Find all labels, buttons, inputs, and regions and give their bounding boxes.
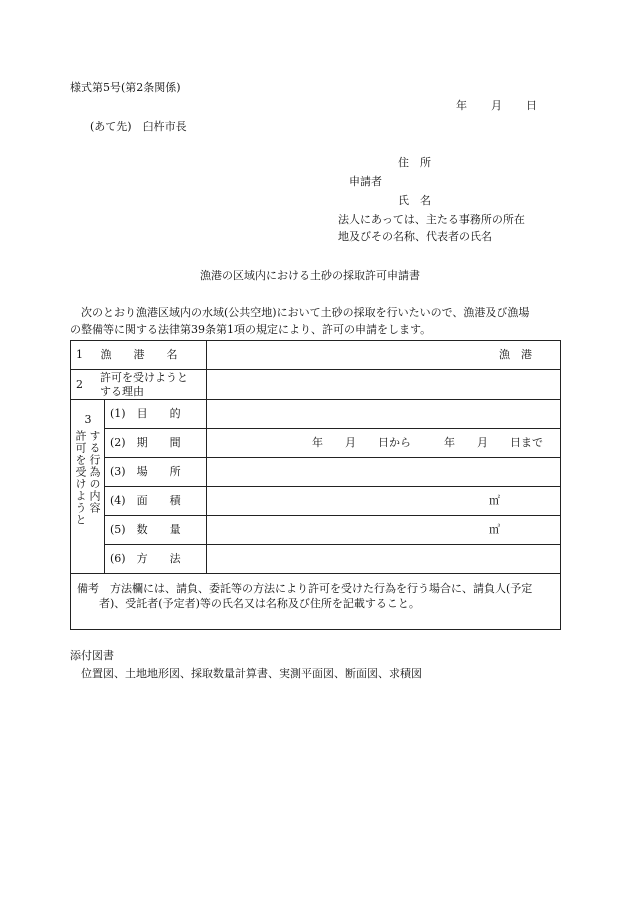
date-month: 月	[491, 99, 502, 112]
row1-label: 漁 港 名	[100, 347, 178, 361]
row3-vertical-col2: する行為の内容	[88, 430, 101, 514]
reason-label-cell	[71, 370, 207, 400]
addressee: (あて先) 臼杵市長	[90, 120, 187, 133]
attachments-list: 位置図、土地地形図、採取数量計算書、実測平面図、断面図、求積図	[81, 667, 422, 680]
body-text-line2: の整備等に関する法律第39条第1項の規定により、許可の申請をします。	[70, 323, 432, 336]
corporate-note-line1: 法人にあっては、主たる事務所の所在	[338, 213, 525, 226]
attachments-heading: 添付図書	[70, 649, 114, 662]
row-area	[71, 487, 561, 516]
name-label: 氏 名	[398, 194, 431, 207]
area-label: (4) 面 積	[105, 487, 207, 516]
row2-label-line1: 許可を受けようと	[100, 370, 188, 384]
row-method	[71, 545, 561, 574]
body-text-line1: 次のとおり漁港区域内の水域(公共空地)において土砂の採取を行いたいので、漁港及び漁場	[81, 306, 530, 319]
row-reason	[71, 370, 561, 400]
harbor-suffix: 漁 港	[499, 347, 532, 361]
remarks-cell	[71, 574, 561, 630]
row2-label-line2: する理由	[100, 384, 144, 398]
corporate-note-line2: 地及びその名称、代表者の氏名	[338, 230, 492, 243]
applicant-label: 申請者	[349, 175, 382, 188]
method-label: (6) 方 法	[105, 545, 207, 574]
location-field[interactable]	[207, 458, 561, 487]
date-year: 年	[456, 99, 467, 112]
row2-number: 2	[76, 378, 83, 391]
application-table	[70, 340, 561, 630]
quantity-field[interactable]: ㎥	[207, 516, 561, 545]
remarks-line2: 者)、受託者(予定者)等の氏名又は名称及び住所を記載すること。	[99, 596, 420, 610]
period-label: (2) 期 間	[105, 429, 207, 458]
method-field[interactable]	[207, 545, 561, 574]
row3-number: 3	[84, 413, 92, 426]
row1-number: 1	[76, 347, 83, 361]
quantity-label: (5) 数 量	[105, 516, 207, 545]
area-field[interactable]: ㎡	[207, 487, 561, 516]
form-number: 様式第5号(第2条関係)	[70, 81, 181, 94]
harbor-name-label-cell	[71, 341, 207, 370]
location-label: (3) 場 所	[105, 458, 207, 487]
row-remarks	[71, 574, 561, 630]
address-label: 住 所	[398, 156, 431, 169]
row-quantity	[71, 516, 561, 545]
purpose-field[interactable]	[207, 400, 561, 429]
row-period	[71, 429, 561, 458]
row3-vertical-col1: 許可を受けようと	[74, 430, 87, 526]
document-title: 漁港の区域内における土砂の採取許可申請書	[200, 269, 420, 282]
period-field[interactable]: 年 月 日から 年 月 日まで	[207, 429, 561, 458]
reason-field[interactable]	[207, 370, 561, 400]
row-harbor-name	[71, 341, 561, 370]
row-purpose	[71, 400, 561, 429]
purpose-label: (1) 目 的	[105, 400, 207, 429]
row-location	[71, 458, 561, 487]
remarks-line1: 備考 方法欄には、請負、委託等の方法により許可を受けた行為を行う場合に、請負人(予定	[77, 582, 533, 595]
harbor-name-field[interactable]	[207, 341, 561, 370]
date-day: 日	[526, 99, 537, 112]
activity-content-label-cell	[71, 400, 105, 574]
